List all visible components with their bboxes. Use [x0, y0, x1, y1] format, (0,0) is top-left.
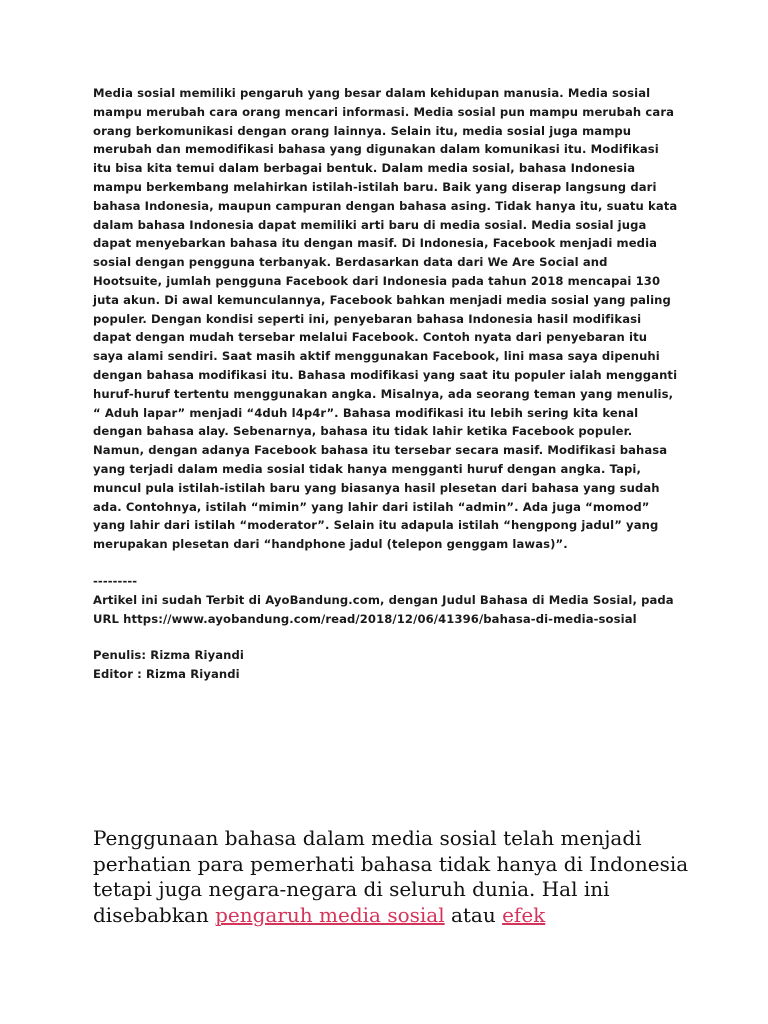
article-body: Media sosial memiliki pengaruh yang besar dalam kehidupan manusia. Media sosial mampu merubah cara orang mencari informasi. Media sosial pun mampu merubah cara orang berkomunikasi dengan orang lainnya. Selain itu, media sosial juga mampu merubah dan memodifikasi bahasa yang digunakan dalam komunikasi itu. Modifikasi itu bisa kita temui dalam berbagai bentuk. Dalam media sosial, bahasa Indonesia mampu berkembang melahirkan istilah-istilah baru. Baik yang diserap langsung dari bahasa Indonesia, maupun campuran dengan bahasa asing. Tidak hanya itu, suatu kata dalam bahasa Indonesia dapat memiliki arti baru di media sosial. Media sosial juga dapat menyebarkan bahasa itu dengan masif. Di Indonesia, Facebook menjadi media sosial dengan pengguna terbanyak. Berdasarkan data dari We Are Social and Hootsuite, jumlah pengguna Facebook dari Indonesia pada tahun 2018 mencapai 130 juta akun. Di awal kemunculannya, Facebook bahkan menjadi media sosial yang paling populer. Dengan kondisi seperti ini, penyebaran bahasa Indonesia hasil modifikasi dapat dengan mudah tersebar melalui Facebook. Contoh nyata dari penyebaran itu saya alami sendiri. Saat masih aktif menggunakan Facebook, lini masa saya dipenuhi dengan bahasa modifikasi itu. Bahasa modifikasi yang saat itu populer ialah mengganti huruf-huruf tertentu menggunakan angka. Misalnya, ada seorang teman yang menulis, “ Aduh lapar” menjadi “4duh l4p4r”. Bahasa modifikasi itu lebih sering kita kenal dengan bahasa alay. Sebenarnya, bahasa itu tidak lahir ketika Facebook populer. Namun, dengan adanya Facebook bahasa itu tersebar secara masif. Modifikasi bahasa yang terjadi dalam media sosial tidak hanya mengganti huruf dengan angka. Tapi, muncul pula istilah-istilah baru yang biasanya hasil plesetan dari bahasa yang sudah ada. Contohnya, istilah “mimin” yang lahir dari istilah “admin”. Ada juga “momod” yang lahir dari istilah “moderator”. Selain itu adapula istilah “hengpong jadul” yang merupakan plesetan dari “handphone jadul (telepon genggam lawas)”. — [93, 86, 678, 552]
article — [93, 84, 678, 684]
link-pengaruh-media-sosial[interactable]: pengaruh media sosial — [215, 902, 445, 927]
separator: --------- — [93, 573, 138, 588]
source-note: Artikel ini sudah Terbit di AyoBandung.com, dengan Judul Bahasa di Media Sosial, pada URL https://www.ayobandung.com/read/2018/12/06/41396/bahasa-di-media-sosial — [93, 592, 674, 626]
second-section — [93, 826, 693, 928]
second-text-before: Penggunaan bahasa dalam media sosial telah menjadi perhatian para pemerhati bahasa tidak hanya di Indonesia tetapi juga negara-negara di seluruh dunia. Hal ini disebabkan — [93, 826, 689, 927]
link-efek[interactable]: efek — [502, 902, 546, 927]
editor-line: Editor : Rizma Riyandi — [93, 667, 240, 682]
second-text-between: atau — [444, 902, 503, 927]
second-paragraph — [93, 826, 693, 928]
author-line: Penulis: Rizma Riyandi — [93, 648, 244, 663]
